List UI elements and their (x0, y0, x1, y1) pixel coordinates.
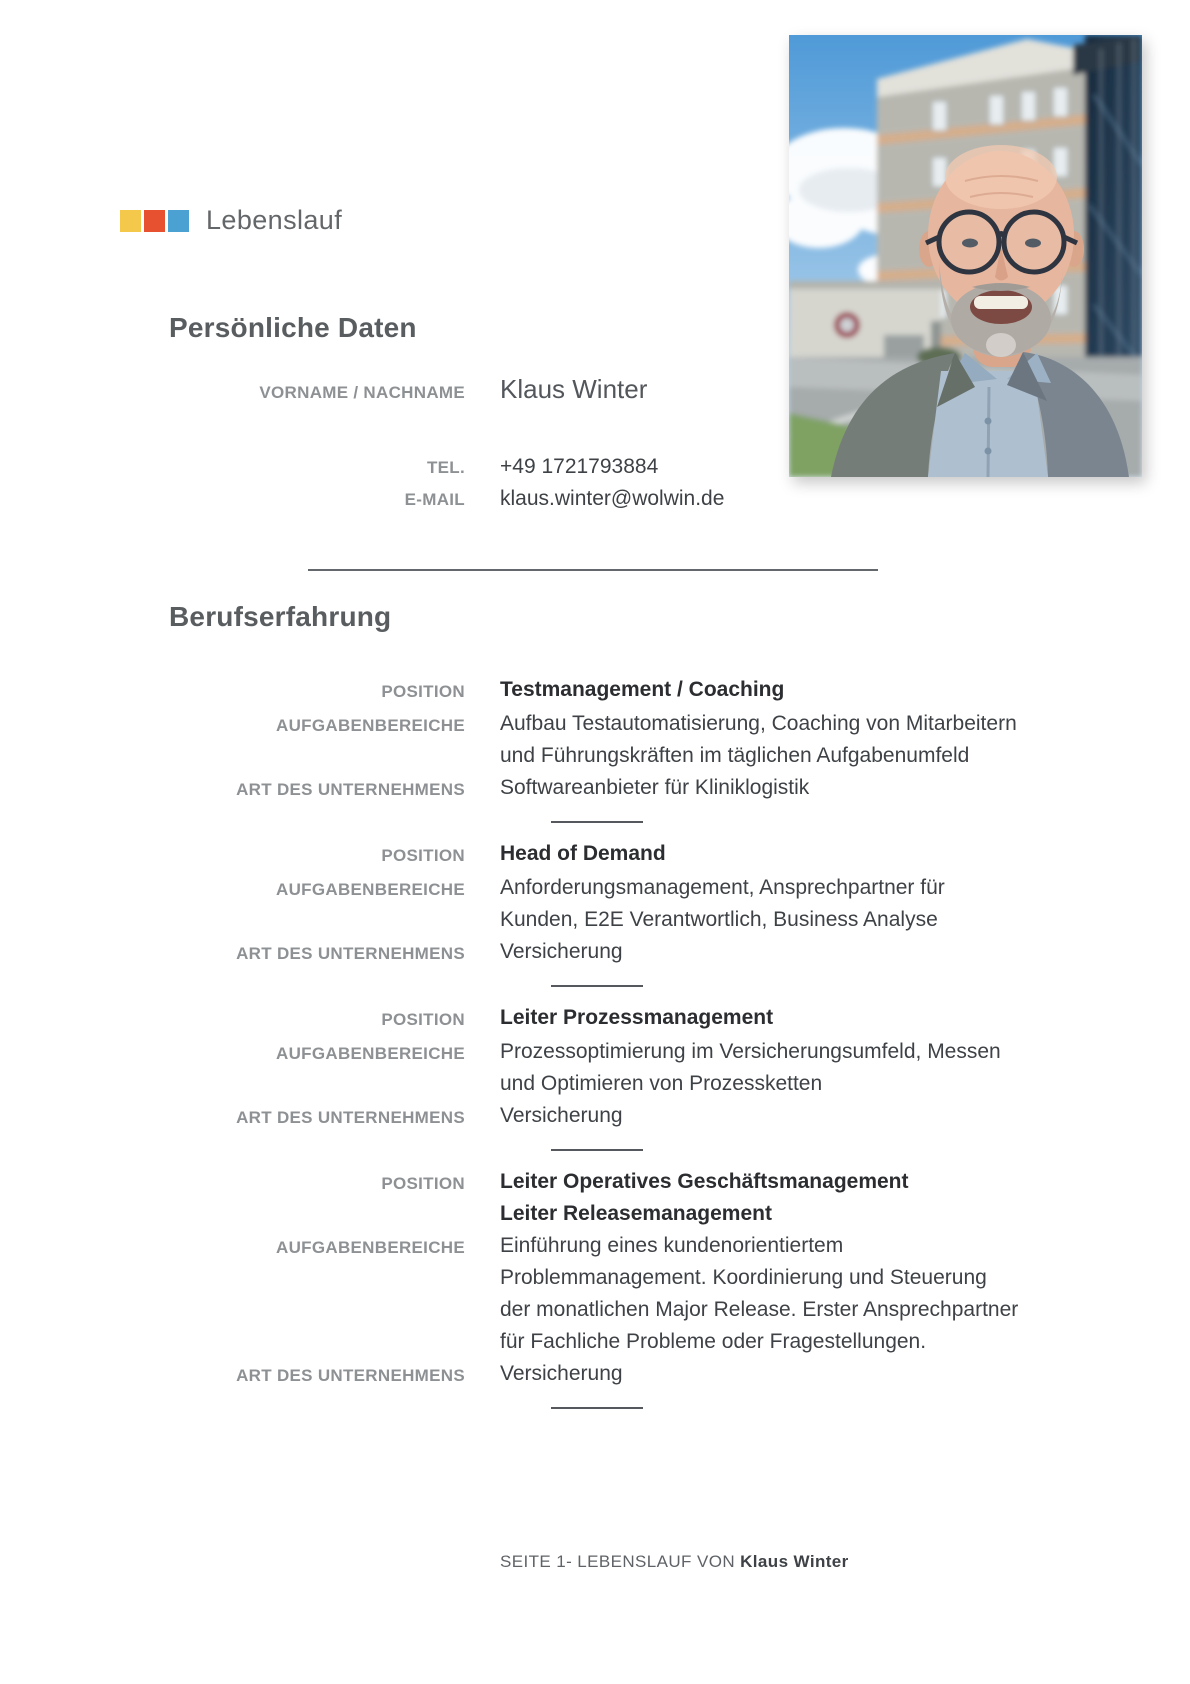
experience-heading: Berufserfahrung (169, 601, 392, 632)
name-row (0, 374, 647, 405)
tasks-value (500, 1230, 1018, 1358)
experience-entry (0, 1166, 1190, 1392)
position-line: Leiter Releasemanagement (500, 1202, 772, 1225)
tasks-row (0, 708, 1190, 772)
section-divider (308, 569, 878, 571)
tasks-label: AUFGABENBEREICHE (276, 1044, 465, 1063)
page-footer (500, 1552, 849, 1572)
task-line: Aufbau Testautomatisierung, Coaching von Mitarbeitern (500, 712, 1017, 735)
task-line: und Führungskräften im täglichen Aufgabenumfeld (500, 744, 970, 767)
tasks-value (500, 708, 1017, 772)
company-type-value: Versicherung (500, 1104, 623, 1127)
logo-square-red (144, 210, 165, 232)
entry-divider (551, 985, 643, 987)
company-type-label: ART DES UNTERNEHMENS (236, 944, 465, 963)
position-label: POSITION (381, 1174, 465, 1193)
tasks-label: AUFGABENBEREICHE (276, 1238, 465, 1257)
tasks-row (0, 872, 1190, 936)
task-line: Kunden, E2E Verantwortlich, Business Analyse (500, 908, 938, 931)
email-value: klaus.winter@wolwin.de (500, 487, 725, 510)
position-value: Testmanagement / Coaching (500, 678, 785, 701)
tasks-label: AUFGABENBEREICHE (276, 716, 465, 735)
task-line: für Fachliche Probleme oder Fragestellungen. (500, 1330, 927, 1353)
position-label: POSITION (381, 682, 465, 701)
position-line: Leiter Operatives Geschäftsmanagement (500, 1170, 909, 1193)
experience-entry (0, 838, 1190, 970)
company-type-value: Versicherung (500, 1362, 623, 1385)
position-value (500, 1166, 909, 1230)
task-line: der monatlichen Major Release. Erster Ansprechpartner (500, 1298, 1019, 1321)
logo-squares-icon (120, 210, 189, 232)
experience-entry (0, 1002, 1190, 1134)
name-label: VORNAME / NACHNAME (259, 383, 465, 402)
task-line: Einführung eines kundenorientiertem (500, 1234, 844, 1257)
company-type-value: Versicherung (500, 940, 623, 963)
footer-text: SEITE 1- LEBENSLAUF VON (500, 1552, 741, 1571)
tasks-value (500, 872, 945, 936)
name-value: Klaus Winter (500, 374, 648, 404)
company-type-value: Softwareanbieter für Kliniklogistik (500, 776, 810, 799)
task-line: Prozessoptimierung im Versicherungsumfeld, Messen (500, 1040, 1001, 1063)
position-row (0, 1002, 1190, 1036)
tasks-row (0, 1036, 1190, 1100)
tasks-value (500, 1036, 1001, 1100)
entry-divider (551, 1407, 643, 1409)
position-label: POSITION (381, 1010, 465, 1029)
company-type-row (0, 1358, 1190, 1392)
phone-value: +49 1721793884 (500, 455, 659, 478)
logo-square-blue (168, 210, 189, 232)
portrait-photo-illustration (789, 35, 1142, 477)
brand (120, 205, 342, 236)
task-line: und Optimieren von Prozessketten (500, 1072, 823, 1095)
document-title: Lebenslauf (206, 205, 343, 235)
tasks-label: AUFGABENBEREICHE (276, 880, 465, 899)
email-row (0, 487, 724, 511)
position-row (0, 1166, 1190, 1230)
experience-entry (0, 674, 1190, 806)
company-type-label: ART DES UNTERNEHMENS (236, 1366, 465, 1385)
position-value: Head of Demand (500, 842, 666, 865)
company-type-label: ART DES UNTERNEHMENS (236, 1108, 465, 1127)
portrait-photo (789, 35, 1142, 477)
tasks-row (0, 1230, 1190, 1358)
position-label: POSITION (381, 846, 465, 865)
position-row (0, 838, 1190, 872)
company-type-row (0, 772, 1190, 806)
phone-label: TEL. (426, 458, 465, 477)
company-type-row (0, 936, 1190, 970)
position-value: Leiter Prozessmanagement (500, 1006, 774, 1029)
logo-square-yellow (120, 210, 141, 232)
entry-divider (551, 821, 643, 823)
task-line: Anforderungsmanagement, Ansprechpartner für (500, 876, 945, 899)
task-line: Problemmanagement. Koordinierung und Steuerung (500, 1266, 987, 1289)
company-type-row (0, 1100, 1190, 1134)
email-label: E-MAIL (404, 490, 465, 509)
personal-data-heading: Persönliche Daten (169, 312, 417, 343)
footer-name: Klaus Winter (740, 1552, 849, 1571)
phone-row (0, 455, 658, 479)
company-type-label: ART DES UNTERNEHMENS (236, 780, 465, 799)
position-row (0, 674, 1190, 708)
entry-divider (551, 1149, 643, 1151)
experience-section (0, 674, 1190, 1424)
